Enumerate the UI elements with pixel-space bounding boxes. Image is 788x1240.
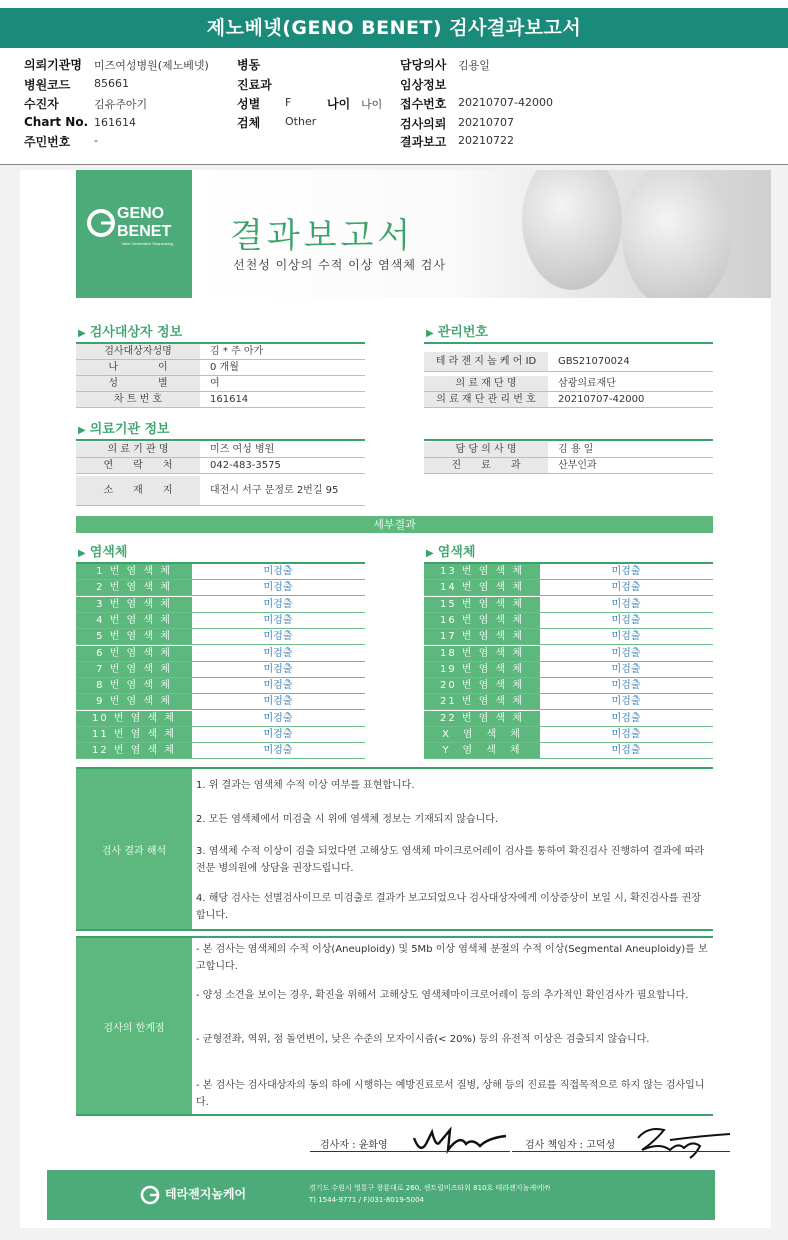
chromosome-result: 미검출 <box>611 696 641 708</box>
chromosome-row <box>76 743 365 759</box>
info-key: 연 락 처 <box>76 458 200 473</box>
chromosome-section-title <box>78 541 127 560</box>
footer-address <box>309 1182 550 1206</box>
info-row <box>424 352 713 372</box>
info-row <box>76 476 365 506</box>
chromosome-label: X 염 색 체 <box>424 727 540 742</box>
chromosome-label: 17 번 염 색 체 <box>424 629 540 644</box>
header-label: 담당의사 <box>400 58 447 72</box>
chevron-right-icon: ▶ <box>426 548 434 559</box>
info-key: 나 이 <box>76 360 200 375</box>
info-key: 소 재 지 <box>76 476 200 505</box>
info-key: 의 료 재 단 관 리 번 호 <box>424 392 548 407</box>
chromosome-row <box>76 662 365 678</box>
interpretation-label: 검사 결과 해석 <box>76 769 192 929</box>
chromosome-label: 16 번 염 색 체 <box>424 613 540 628</box>
chromosome-result: 미검출 <box>611 582 641 594</box>
footer-phone-line: T) 1544-9771 / F)031-8019-5004 <box>309 1196 424 1204</box>
chromosome-label: 10 번 염 색 체 <box>76 711 192 726</box>
chromosome-label: 15 번 염 색 체 <box>424 597 540 612</box>
header-label: 접수번호 <box>400 97 447 111</box>
order-header <box>0 52 788 164</box>
chromosome-label: 13 번 염 색 체 <box>424 564 540 579</box>
limitations-para: - 본 검사는 검사대상자의 동의 하에 시행하는 예방진료로서 질병, 상해 등의 진료를 직접목적으로 하지 않는 검사입니다. <box>196 1080 705 1108</box>
chromosome-row <box>424 743 713 759</box>
director-signature-icon <box>630 1120 734 1160</box>
chevron-right-icon: ▶ <box>78 328 86 339</box>
info-key: 의 료 기 관 명 <box>76 442 200 457</box>
header-label: 병원코드 <box>24 78 71 92</box>
chromosome-row <box>76 629 365 645</box>
chromosome-row <box>76 597 365 613</box>
header-label: 나이 <box>327 97 351 111</box>
limitations-box <box>76 936 713 1116</box>
header-label: 검체 <box>237 116 261 130</box>
chromosome-row <box>424 597 713 613</box>
section-title-text: 관리번호 <box>437 325 488 340</box>
chromosome-row <box>424 727 713 743</box>
info-row <box>76 392 365 408</box>
chromosome-label: 8 번 염 색 체 <box>76 678 192 693</box>
limitations-label: 검사의 한계점 <box>76 938 192 1114</box>
chromosome-result: 미검출 <box>611 614 641 626</box>
info-row <box>76 376 365 392</box>
header-label: 병동 <box>237 58 261 72</box>
chromosome-row <box>424 613 713 629</box>
section-title-text: 의료기관 정보 <box>89 422 170 437</box>
info-key: 담 당 의 사 명 <box>424 442 548 457</box>
director-name: 검사 책임자 : 고덕성 <box>525 1140 616 1151</box>
chromosome-label: 5 번 염 색 체 <box>76 629 192 644</box>
chromosome-result: 미검출 <box>611 712 641 724</box>
section-rule <box>424 439 713 441</box>
signature-line <box>310 1151 510 1152</box>
section-title-text: 검사대상자 정보 <box>89 325 183 340</box>
header-value: 나이 <box>361 98 383 111</box>
chevron-right-icon: ▶ <box>426 328 434 339</box>
chromosome-result: 미검출 <box>611 631 641 643</box>
signature-line <box>512 1151 730 1152</box>
chromosome-result: 미검출 <box>611 745 641 757</box>
info-row <box>76 458 365 474</box>
chromosome-result: 미검출 <box>263 696 293 708</box>
header-value: 161614 <box>94 116 136 129</box>
chromosome-result: 미검출 <box>611 663 641 675</box>
chromosome-label: 7 번 염 색 체 <box>76 662 192 677</box>
interpretation-para: 3. 염색체 수적 이상이 검출 되었다면 고해상도 염색체 마이크로어레이 검사를 통하여 확진검사 진행하여 결과에 따라 전문 병의원에 상담을 권장드립니다. <box>196 846 705 874</box>
header-label: 수진자 <box>24 97 59 111</box>
info-row <box>424 376 713 392</box>
detail-results-bar: 세부결과 <box>76 516 713 533</box>
chromosome-row <box>76 694 365 710</box>
logo-mark-icon <box>76 170 192 298</box>
info-row <box>76 442 365 458</box>
chromosome-row <box>424 629 713 645</box>
section-rule <box>424 342 713 344</box>
chromosome-result: 미검출 <box>263 598 293 610</box>
info-key: 진 료 과 <box>424 458 548 473</box>
chromosome-label: 14 번 염 색 체 <box>424 580 540 595</box>
chromosome-label: 20 번 염 색 체 <box>424 678 540 693</box>
limitations-para: - 양성 소견을 보이는 경우, 확진을 위해서 고해상도 염색체마이크로어레이 등의 추가적인 확인검사가 필요합니다. <box>196 990 689 1001</box>
info-key: 성 별 <box>76 376 200 391</box>
chromosome-label: Y 염 색 체 <box>424 743 540 758</box>
terragen-logo-icon <box>139 1184 161 1206</box>
header-label: 임상정보 <box>400 78 447 92</box>
interpretation-para: 2. 모든 염색체에서 미검출 시 위에 염색체 정보는 기재되지 않습니다. <box>196 814 499 825</box>
header-value: 20210707 <box>458 116 514 129</box>
manage-section-title <box>426 321 488 340</box>
chromosome-result: 미검출 <box>263 712 293 724</box>
chromosome-label: 9 번 염 색 체 <box>76 694 192 709</box>
interpretation-para: 1. 위 결과는 염색체 수적 이상 여부를 표현합니다. <box>196 780 415 791</box>
chromosome-label: 6 번 염 색 체 <box>76 646 192 661</box>
chromosome-row <box>424 678 713 694</box>
chromosome-row <box>76 711 365 727</box>
footer-band <box>47 1170 715 1220</box>
header-label: Chart No. <box>24 115 89 129</box>
banner-subtitle: 선천성 이상의 수적 이상 염색체 검사 <box>233 258 446 272</box>
info-value: GBS21070024 <box>558 356 630 367</box>
chromosome-result: 미검출 <box>263 582 293 594</box>
chromosome-result: 미검출 <box>611 680 641 692</box>
chromosome-row <box>424 694 713 710</box>
subject-section-title <box>78 321 182 340</box>
interpretation-box <box>76 767 713 931</box>
chromosome-result: 미검출 <box>263 566 293 577</box>
chromosome-result: 미검출 <box>263 680 293 692</box>
chromosome-label: 4 번 염 색 체 <box>76 613 192 628</box>
baby-foot-icon <box>622 170 732 298</box>
header-value: Other <box>285 115 317 128</box>
chromosome-label: 2 번 염 색 체 <box>76 580 192 595</box>
chromosome-row <box>424 646 713 662</box>
chromosome-result: 미검출 <box>611 729 641 740</box>
info-value: 042-483-3575 <box>210 460 281 471</box>
chromosome-result: 미검출 <box>263 663 293 675</box>
chromosome-row <box>76 580 365 596</box>
banner-title: 결과보고서 <box>230 216 415 256</box>
info-value: 삼광의료재단 <box>558 378 616 389</box>
chromosome-label: 21 번 염 색 체 <box>424 694 540 709</box>
chromosome-row <box>424 662 713 678</box>
header-label: 검사의뢰 <box>400 117 447 131</box>
chromosome-label: 18 번 염 색 체 <box>424 646 540 661</box>
chromosome-result: 미검출 <box>611 647 641 659</box>
info-value: 김 * 주 아가 <box>210 346 264 357</box>
header-label: 주민번호 <box>24 135 71 149</box>
info-row <box>424 442 713 458</box>
header-value: 20210722 <box>458 134 514 147</box>
chromosome-row <box>76 727 365 743</box>
chromosome-row <box>76 564 365 580</box>
chromosome-row <box>76 613 365 629</box>
info-value: 대전시 서구 문정로 2번길 95 <box>210 485 339 496</box>
chromosome-row <box>76 646 365 662</box>
header-value: 85661 <box>94 77 129 90</box>
header-label: 결과보고 <box>400 135 447 149</box>
section-title-text: 염색체 <box>89 545 128 560</box>
info-row <box>76 360 365 376</box>
geno-benet-logo <box>76 170 192 298</box>
section-rule <box>76 439 365 441</box>
report-banner <box>20 170 771 298</box>
header-value: 20210707-42000 <box>458 96 553 109</box>
info-key: 테 라 젠 지 놈 케 어 ID <box>424 352 548 371</box>
info-value: 김 용 일 <box>558 444 594 455</box>
section-title-text: 염색체 <box>437 545 476 560</box>
header-label: 성별 <box>237 97 261 111</box>
footer-address-line: 경기도 수원시 영통구 창룡대로 260, 센트럴비즈타워 810호 테라젠지놈케어㈜ <box>309 1184 550 1192</box>
chromosome-section-title <box>426 541 475 560</box>
header-label: 의뢰기관명 <box>24 58 82 72</box>
logo-tagline: Next Generation Sequencing <box>122 241 174 246</box>
institution-section-title <box>78 418 170 437</box>
info-value: 20210707-42000 <box>558 394 645 405</box>
chevron-right-icon: ▶ <box>78 548 86 559</box>
chromosome-label: 1 번 염 색 체 <box>76 564 192 579</box>
header-label: 진료과 <box>237 78 272 92</box>
footer-brand: 테라젠지놈케어 <box>165 1187 247 1201</box>
report-title: 제노베넷(GENO BENET) 검사결과보고서 <box>0 8 788 48</box>
info-row <box>424 392 713 408</box>
info-value: 미즈 여성 병원 <box>210 444 275 455</box>
chromosome-result: 미검출 <box>263 647 293 659</box>
chromosome-row <box>424 580 713 596</box>
header-value: 김용일 <box>458 59 490 72</box>
examiner-signature-icon <box>410 1124 510 1158</box>
chromosome-result: 미검출 <box>263 614 293 626</box>
interpretation-para: 4. 해당 검사는 선별검사이므로 미검출로 결과가 보고되었으나 검사대상자에게 이상증상이 보일 시, 확진검사를 권장합니다. <box>196 893 701 921</box>
chromosome-label: 12 번 염 색 체 <box>76 743 192 758</box>
chromosome-result: 미검출 <box>611 566 641 577</box>
chromosome-row <box>76 678 365 694</box>
info-key: 검사대상자성명 <box>76 344 200 359</box>
info-value: 0 개월 <box>210 362 239 373</box>
chromosome-label: 19 번 염 색 체 <box>424 662 540 677</box>
limitations-para: - 균형전좌, 역위, 점 돌연변이, 낮은 수준의 모자이시즘(< 20%) 등의 유전적 이상은 검출되지 않습니다. <box>196 1034 650 1045</box>
info-value: 산부인과 <box>558 460 597 471</box>
chromosome-row <box>424 711 713 727</box>
info-value: 161614 <box>210 394 249 405</box>
chromosome-label: 3 번 염 색 체 <box>76 597 192 612</box>
header-value: 미즈여성병원(제노베넷) <box>94 59 209 72</box>
chromosome-result: 미검출 <box>263 729 293 740</box>
chromosome-label: 22 번 염 색 체 <box>424 711 540 726</box>
chromosome-row <box>424 564 713 580</box>
chromosome-label: 11 번 염 색 체 <box>76 727 192 742</box>
logo-line1: GENO <box>117 205 165 222</box>
header-value: - <box>94 134 98 147</box>
examiner-name: 검사자 : 윤화영 <box>320 1140 388 1151</box>
info-key: 차 트 번 호 <box>76 392 200 407</box>
info-row <box>76 344 365 360</box>
chromosome-result: 미검출 <box>611 598 641 610</box>
chromosome-result: 미검출 <box>263 745 293 757</box>
limitations-para: - 본 검사는 염색체의 수적 이상(Aneuploidy) 및 5Mb 이상 염색체 분절의 수적 이상(Segmental Aneuploidy)를 보고합니다. <box>196 944 708 972</box>
info-row <box>424 458 713 474</box>
baby-foot-icon <box>522 170 622 290</box>
logo-line2: BENET <box>117 223 172 240</box>
info-key: 의 료 재 단 명 <box>424 376 548 391</box>
chevron-right-icon: ▶ <box>78 425 86 436</box>
chromosome-result: 미검출 <box>263 631 293 643</box>
header-value: 김유주아기 <box>94 98 148 111</box>
header-value: F <box>285 96 292 109</box>
info-value: 여 <box>210 378 220 389</box>
